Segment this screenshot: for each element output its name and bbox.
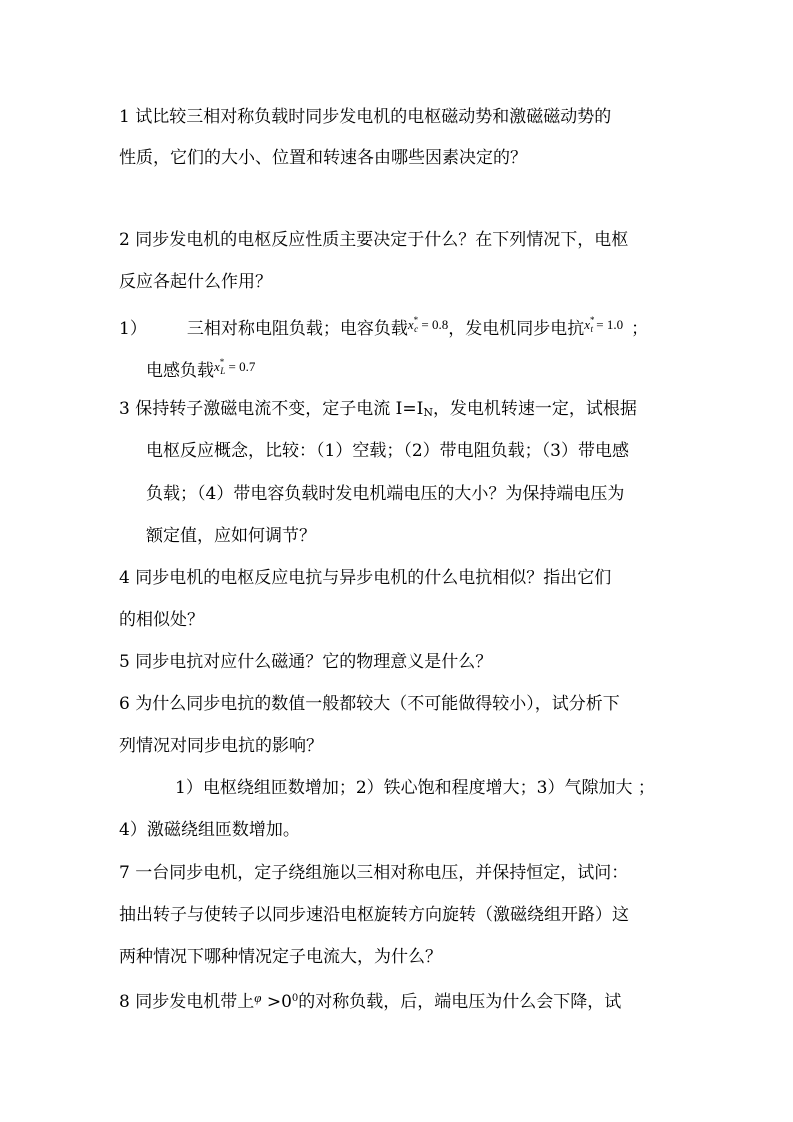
q3-subscript-n: N [423, 406, 433, 419]
q7-line-3: 两种情况下哪种情况定子电流大，为什么？ [119, 947, 442, 967]
q2-item-1-text-b: ，发电机同步电抗 [448, 319, 585, 339]
q3-line-3: 负载；（4）带电容负载时发电机端电压的大小？为保持端电压为 [146, 484, 625, 504]
xc-formula: $x^*_c = 0.8$ [407, 315, 449, 334]
xt-formula: $x^*_t = 1.0$ [584, 315, 624, 334]
q3-line-4: 额定值，应如何调节？ [146, 526, 316, 546]
q2-line-1: 2 同步发电机的电枢反应性质主要决定于什么？在下列情况下，电枢 [119, 230, 629, 250]
q5-line-1: 5 同步电抗对应什么磁通？它的物理意义是什么？ [119, 652, 493, 672]
q6-line-3: 1）电枢绕组匝数增加；2）铁心饱和程度增大；3）气隙加大 ； [175, 778, 655, 798]
q2-item-1-line-2 [146, 355, 255, 388]
q6-line-4: 4）激磁绕组匝数增加。 [119, 820, 300, 840]
q2-item-1-text-a: 三相对称电阻负载；电容负载 [186, 319, 408, 339]
xl-formula: $x^*_L = 0.7$ [214, 357, 256, 376]
q8-line-1-text-b: >0 [261, 992, 292, 1012]
q3-line-1-text-a: 3 保持转子激磁电流不变，定子电流 I=I [119, 399, 424, 419]
q7-line-1: 7 一台同步电机，定子绕组施以三相对称电压，并保持恒定，试问： [119, 863, 629, 883]
q6-line-1: 6 为什么同步电抗的数值一般都较大（不可能做得较小），试分析下 [119, 694, 620, 714]
q8-line-1 [119, 987, 621, 1015]
q4-line-1: 4 同步电机的电枢反应电抗与异步电机的什么电抗相似？指出它们 [119, 568, 612, 588]
q2-item-1 [119, 313, 648, 346]
q3-line-1 [119, 397, 637, 425]
q3-line-1-text-b: ，发电机转速一定，试根据 [432, 399, 637, 419]
q2-item-1-line-2-text: 电感负载 [146, 361, 214, 381]
q4-line-2: 的相似处？ [119, 610, 204, 630]
q1-line-2: 性质，它们的大小、位置和转速各由哪些因素决定的？ [119, 148, 527, 168]
q2-item-1-number: 1） [119, 319, 147, 339]
q6-line-2: 列情况对同步电抗的影响？ [119, 736, 323, 756]
q1-line-1: 1 试比较三相对称负载时同步发电机的电枢磁动势和激磁磁动势的 [119, 107, 612, 127]
q7-line-2: 抽出转子与使转子以同步速沿电枢旋转方向旋转（激磁绕组开路）这 [119, 905, 629, 925]
q8-line-1-text-a: 8 同步发电机带上 [119, 992, 255, 1012]
q2-item-1-text-c: ； [631, 319, 649, 339]
phi-symbol: φ [254, 990, 262, 1005]
degree-superscript: 0 [291, 993, 299, 1004]
q8-line-1-text-c: 的对称负载，后，端电压为什么会下降，试 [298, 992, 622, 1012]
q3-line-2: 电枢反应概念，比较：（1）空载；（2）带电阻负载；（3）带电感 [146, 441, 629, 461]
q2-line-2: 反应各起什么作用？ [119, 272, 272, 292]
